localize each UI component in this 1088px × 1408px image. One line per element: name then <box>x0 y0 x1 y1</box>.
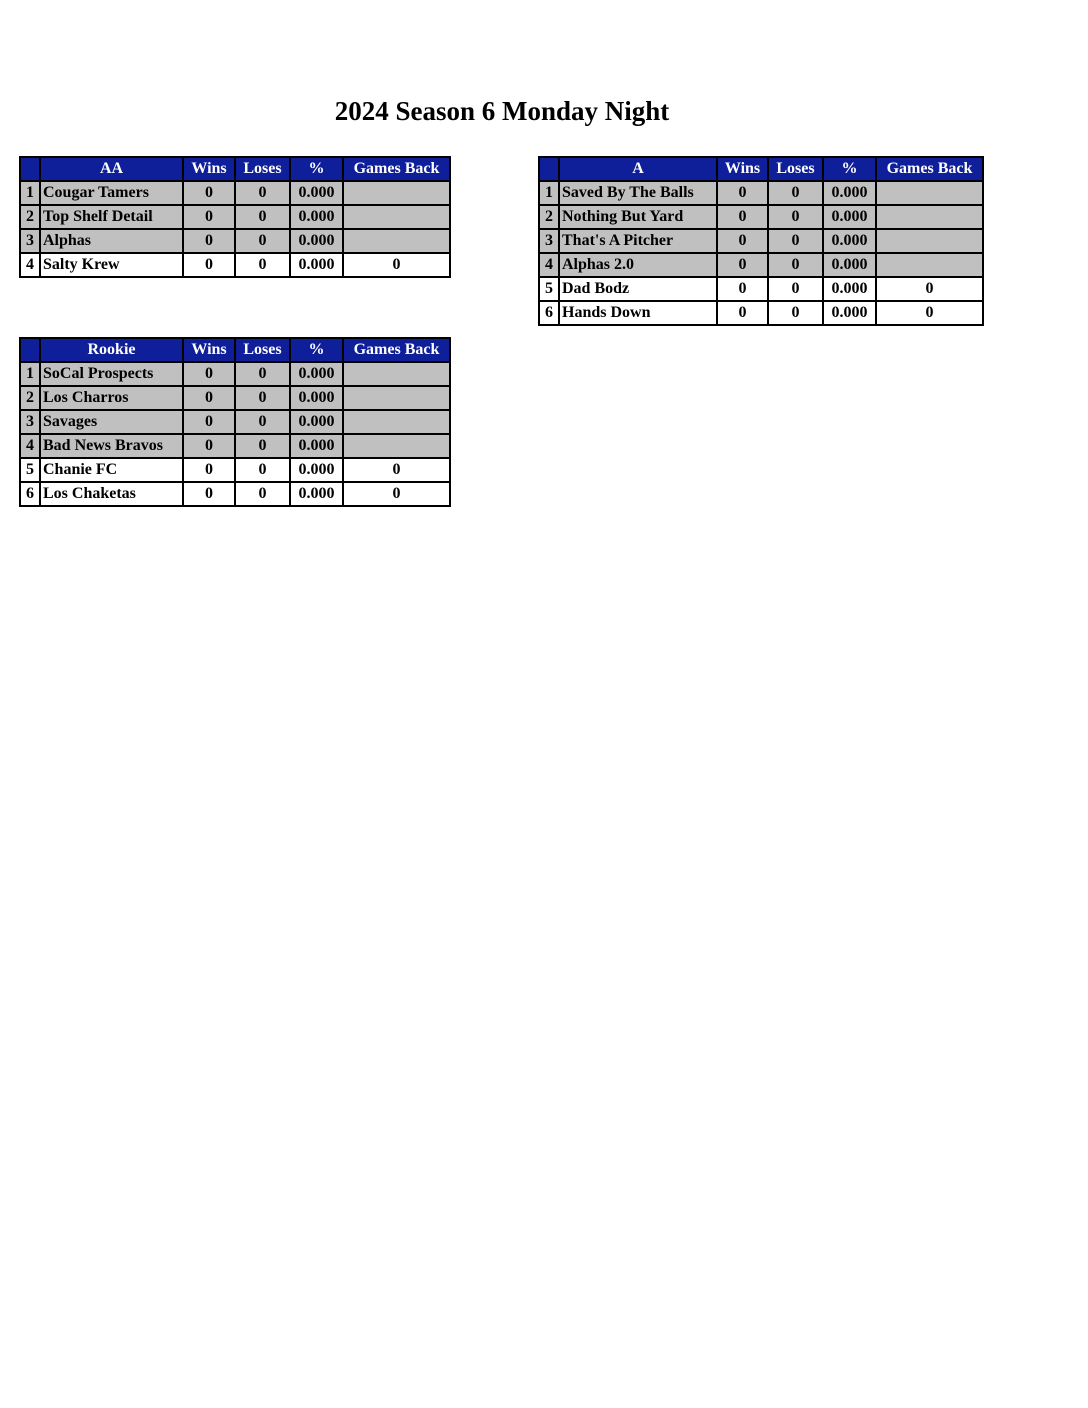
loses-cell: 0 <box>768 277 823 301</box>
wins-cell: 0 <box>717 301 768 325</box>
rank-header <box>20 157 40 181</box>
standings-table-aa <box>19 156 451 278</box>
table-row <box>20 181 450 205</box>
loses-cell: 0 <box>768 301 823 325</box>
rank-cell: 4 <box>20 434 40 458</box>
wins-cell: 0 <box>183 410 235 434</box>
team-cell: That's A Pitcher <box>559 229 717 253</box>
pct-cell: 0.000 <box>823 181 876 205</box>
pct-cell: 0.000 <box>290 386 343 410</box>
team-cell: Cougar Tamers <box>40 181 183 205</box>
pct-cell: 0.000 <box>290 362 343 386</box>
pct-cell: 0.000 <box>823 205 876 229</box>
wins-cell: 0 <box>717 181 768 205</box>
team-cell: Alphas 2.0 <box>559 253 717 277</box>
table-row <box>539 301 983 325</box>
loses-cell: 0 <box>235 362 290 386</box>
wins-cell: 0 <box>717 205 768 229</box>
division-name-header: A <box>559 157 717 181</box>
team-cell: Nothing But Yard <box>559 205 717 229</box>
team-cell: Chanie FC <box>40 458 183 482</box>
games-back-header: Games Back <box>343 157 450 181</box>
pct-cell: 0.000 <box>823 229 876 253</box>
rank-cell: 5 <box>20 458 40 482</box>
pct-cell: 0.000 <box>823 277 876 301</box>
wins-header: Wins <box>183 338 235 362</box>
table-header-row <box>20 157 450 181</box>
rank-cell: 3 <box>20 229 40 253</box>
loses-cell: 0 <box>235 458 290 482</box>
team-cell: Saved By The Balls <box>559 181 717 205</box>
games-back-cell <box>343 362 450 386</box>
wins-cell: 0 <box>183 458 235 482</box>
team-cell: Alphas <box>40 229 183 253</box>
rank-cell: 4 <box>539 253 559 277</box>
table-row <box>20 458 450 482</box>
wins-header: Wins <box>717 157 768 181</box>
games-back-cell <box>343 386 450 410</box>
wins-cell: 0 <box>183 229 235 253</box>
rank-cell: 2 <box>20 386 40 410</box>
pct-cell: 0.000 <box>290 253 343 277</box>
team-cell: Los Chaketas <box>40 482 183 506</box>
team-cell: Savages <box>40 410 183 434</box>
loses-header: Loses <box>235 157 290 181</box>
wins-cell: 0 <box>717 253 768 277</box>
pct-cell: 0.000 <box>823 301 876 325</box>
pct-header: % <box>290 157 343 181</box>
loses-cell: 0 <box>235 229 290 253</box>
team-cell: Dad Bodz <box>559 277 717 301</box>
games-back-cell <box>343 434 450 458</box>
loses-cell: 0 <box>768 181 823 205</box>
rank-cell: 5 <box>539 277 559 301</box>
wins-cell: 0 <box>183 362 235 386</box>
wins-cell: 0 <box>183 434 235 458</box>
games-back-cell <box>876 181 983 205</box>
rank-cell: 6 <box>539 301 559 325</box>
loses-cell: 0 <box>768 229 823 253</box>
pct-cell: 0.000 <box>290 229 343 253</box>
games-back-cell <box>876 205 983 229</box>
table-row <box>20 229 450 253</box>
wins-cell: 0 <box>717 229 768 253</box>
rank-cell: 2 <box>539 205 559 229</box>
team-cell: Top Shelf Detail <box>40 205 183 229</box>
loses-header: Loses <box>235 338 290 362</box>
loses-cell: 0 <box>235 181 290 205</box>
wins-cell: 0 <box>183 386 235 410</box>
games-back-cell: 0 <box>343 458 450 482</box>
pct-cell: 0.000 <box>290 482 343 506</box>
table-row <box>20 362 450 386</box>
division-name-header: AA <box>40 157 183 181</box>
team-cell: SoCal Prospects <box>40 362 183 386</box>
standings-table-a <box>538 156 984 326</box>
team-cell: Bad News Bravos <box>40 434 183 458</box>
pct-cell: 0.000 <box>290 410 343 434</box>
division-name-header: Rookie <box>40 338 183 362</box>
loses-cell: 0 <box>235 205 290 229</box>
games-back-cell: 0 <box>876 277 983 301</box>
table-row <box>20 434 450 458</box>
rank-cell: 2 <box>20 205 40 229</box>
pct-cell: 0.000 <box>290 181 343 205</box>
loses-cell: 0 <box>768 253 823 277</box>
table-row <box>539 277 983 301</box>
table-row <box>20 386 450 410</box>
games-back-header: Games Back <box>876 157 983 181</box>
table-row <box>539 253 983 277</box>
loses-cell: 0 <box>235 253 290 277</box>
table-row <box>20 482 450 506</box>
loses-header: Loses <box>768 157 823 181</box>
table-header-row <box>20 338 450 362</box>
loses-cell: 0 <box>235 434 290 458</box>
pct-header: % <box>290 338 343 362</box>
games-back-cell <box>343 205 450 229</box>
rank-cell: 1 <box>20 181 40 205</box>
wins-cell: 0 <box>183 253 235 277</box>
wins-cell: 0 <box>183 181 235 205</box>
wins-cell: 0 <box>183 205 235 229</box>
table-header-row <box>539 157 983 181</box>
pct-cell: 0.000 <box>290 205 343 229</box>
loses-cell: 0 <box>235 386 290 410</box>
pct-cell: 0.000 <box>823 253 876 277</box>
games-back-cell: 0 <box>876 301 983 325</box>
team-cell: Hands Down <box>559 301 717 325</box>
team-cell: Salty Krew <box>40 253 183 277</box>
table-row <box>539 205 983 229</box>
table-row <box>20 253 450 277</box>
loses-cell: 0 <box>235 482 290 506</box>
rank-cell: 3 <box>539 229 559 253</box>
wins-cell: 0 <box>717 277 768 301</box>
standings-table-rookie <box>19 337 451 507</box>
rank-cell: 1 <box>20 362 40 386</box>
games-back-cell: 0 <box>343 482 450 506</box>
rank-header <box>539 157 559 181</box>
pct-cell: 0.000 <box>290 434 343 458</box>
pct-header: % <box>823 157 876 181</box>
table-row <box>20 410 450 434</box>
games-back-cell <box>343 229 450 253</box>
games-back-cell <box>876 229 983 253</box>
rank-cell: 1 <box>539 181 559 205</box>
team-cell: Los Charros <box>40 386 183 410</box>
table-row <box>539 229 983 253</box>
games-back-cell: 0 <box>343 253 450 277</box>
games-back-header: Games Back <box>343 338 450 362</box>
wins-header: Wins <box>183 157 235 181</box>
table-row <box>539 181 983 205</box>
loses-cell: 0 <box>235 410 290 434</box>
rank-cell: 6 <box>20 482 40 506</box>
games-back-cell <box>876 253 983 277</box>
rank-cell: 3 <box>20 410 40 434</box>
wins-cell: 0 <box>183 482 235 506</box>
pct-cell: 0.000 <box>290 458 343 482</box>
rank-cell: 4 <box>20 253 40 277</box>
games-back-cell <box>343 410 450 434</box>
rank-header <box>20 338 40 362</box>
page-title: 2024 Season 6 Monday Night <box>334 96 670 126</box>
table-row <box>20 205 450 229</box>
loses-cell: 0 <box>768 205 823 229</box>
games-back-cell <box>343 181 450 205</box>
